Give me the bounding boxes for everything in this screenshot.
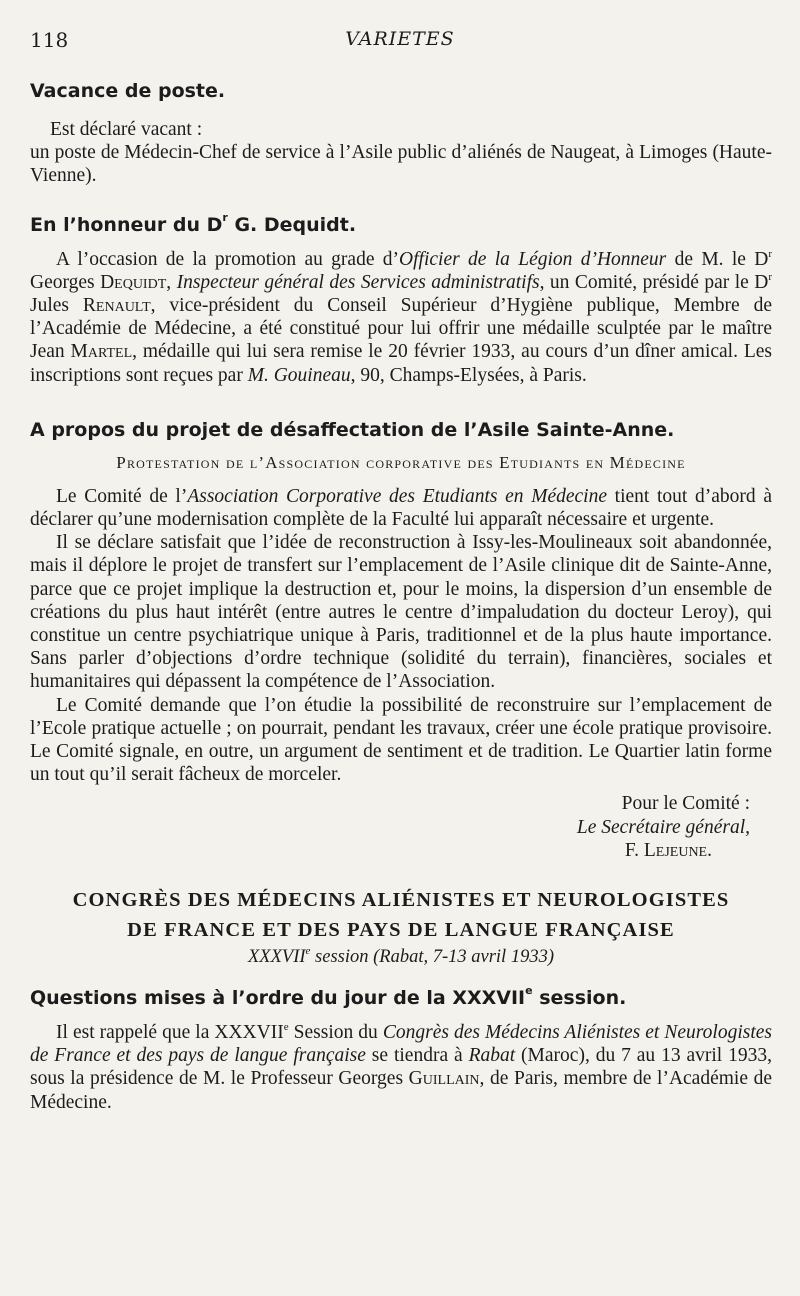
sainte-anne-paragraph-2: Il se déclare satisfait que l’idée de reconstruction à Issy-les-Moulineaux soit abandonnée, mais il déplore le projet de transfert sur l’emplacement de l’Asile clinique dit de Sainte-Anne, parce que ce projet implique la destruction et, pour le moins, la dispersion d’un ensemble de créations du plus haut intérêt (entre autres le centre d’impaludation du docteur Leroy), qui constitue un centre psychiatrique unique à Paris, traditionnel et de la plus haute importance. Sans parler d’objections d’ordre technique (solidité du terrain), financières, sociales et humanitaires qui dépassent la compétence de l’Association.: [30, 532, 772, 693]
running-title: VARIETES: [345, 28, 455, 50]
sainte-anne-paragraph-3: Le Comité demande que l’on étudie la possibilité de reconstruire sur l’emplacement de l’Ecole pratique actuelle ; on pourrait, pendant les travaux, créer une école pratique provisoire. Le Comité signale, en outre, un argument de sentiment et de tradition. Le Quartier latin forme un tout qu’il serait fâcheux de morceler.: [30, 694, 772, 786]
sainte-anne-paragraph-1: Le Comité de l’Association Corporative des Etudiants en Médecine tient tout d’abord à déclarer qu’une modernisation complète de la Faculté lui apparaît nécessaire et urgente.: [30, 485, 772, 531]
congress-title-line1: CONGRÈS DES MÉDECINS ALIÉNISTES ET NEUROLOGISTES: [72, 888, 730, 911]
honneur-paragraph: A l’occasion de la promotion au grade d’Officier de la Légion d’Honneur de M. le $D^r$ Georges Dequidt, Inspecteur général des Services administratifs, un Comité, présidé par le $D^r$ Jules Renault, vice-président du Conseil Supérieur d’Hygiène publique, Membre de l’Académie de Médecine, a été constitué pour lui offrir une médaille sculptée par le maître Jean Martel, médaille qui lui sera remise le 20 février 1933, au cours d’un dîner amical. Les inscriptions sont reçues par M. Gouineau, 90, Champs-Elysées, à Paris.: [30, 247, 773, 386]
page-header: [30, 28, 770, 58]
signature-line-2: Le Secrétaire général,: [576, 816, 750, 838]
article-body: [30, 78, 772, 1114]
vacance-line2: un poste de Médecin-Chef de service à l’Asile public d’aliénés de Naugeat, à Limoges (Haute-Vienne).: [30, 142, 772, 187]
congress-paragraph: Il est rappelé que la XXXVIIe Session du Congrès des Médecins Aliénistes et Neurologistes de France et des pays de langue française se tiendra à Rabat (Maroc), du 7 au 13 avril 1933, sous la présidence de M. le Professeur Georges Guillain, de Paris, membre de l’Académie de Médecine.: [30, 1020, 773, 1113]
protestation-subhead: Protestation de l’Association corporative des Etudiants en Médecine: [116, 452, 686, 472]
signature-name: F. Lejeune.: [624, 840, 712, 862]
section-title-vacance: Vacance de poste.: [30, 80, 226, 102]
section-title-honneur: En l’honneur du $D^r$ G. Dequidt.: [30, 210, 357, 236]
section-title-questions: Questions mises à l’ordre du jour de la XXXVIIe session.: [30, 983, 627, 1009]
signature-line-1: Pour le Comité :: [621, 793, 750, 815]
vacance-line1: Est déclaré vacant :: [50, 119, 203, 140]
page-number: 118: [30, 28, 69, 52]
congress-title-line2: DE FRANCE ET DES PAYS DE LANGUE FRANÇAISE: [127, 918, 675, 941]
congress-session: XXXVIIe session (Rabat, 7-13 avril 1933): [248, 944, 554, 967]
section-title-sainte-anne: A propos du projet de désaffectation de l’Asile Sainte-Anne.: [30, 418, 675, 441]
